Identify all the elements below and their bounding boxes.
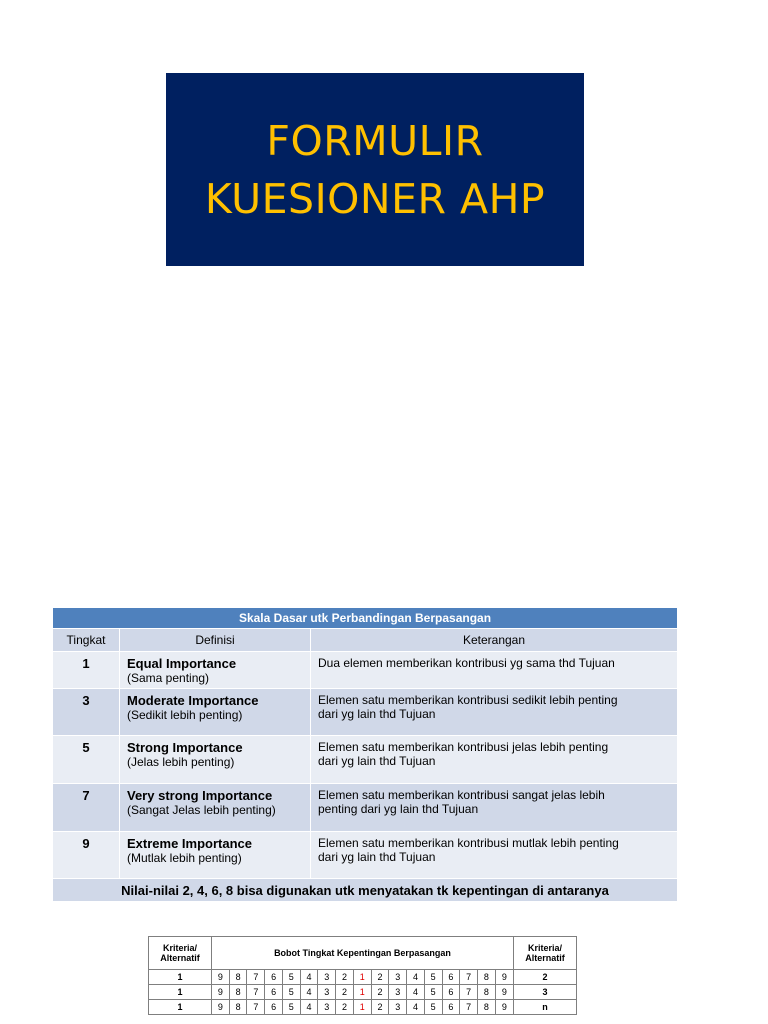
weight-cell[interactable]: 5: [424, 970, 442, 985]
weight-cell[interactable]: 8: [229, 1000, 247, 1015]
scale-definition: [120, 736, 311, 784]
ahp-scale-table: [52, 607, 678, 902]
weight-cell[interactable]: 8: [229, 970, 247, 985]
scale-row: [53, 832, 678, 879]
scale-term: Equal Importance: [127, 656, 237, 671]
pairwise-weight-table: [148, 936, 577, 1015]
right-criteria: n: [514, 1000, 577, 1015]
scale-desc-line: dari yg lain thd Tujuan: [318, 754, 436, 768]
weight-cell[interactable]: 6: [442, 970, 460, 985]
scale-term-id: (Sedikit lebih penting): [127, 708, 243, 722]
weight-cell[interactable]: 5: [282, 985, 300, 1000]
scale-description: [311, 832, 678, 879]
weight-cell[interactable]: 6: [265, 970, 283, 985]
col-header-tingkat: Tingkat: [53, 629, 120, 652]
weight-cell[interactable]: 6: [442, 1000, 460, 1015]
weight-cell[interactable]: 9: [212, 1000, 230, 1015]
scale-desc-line: Elemen satu memberikan kontribusi sedikit lebih penting: [318, 693, 618, 707]
weight-cell[interactable]: 7: [247, 1000, 265, 1015]
weight-cell[interactable]: 3: [389, 985, 407, 1000]
weight-cell[interactable]: 9: [212, 985, 230, 1000]
weight-cell[interactable]: 8: [478, 970, 496, 985]
scale-row: [53, 736, 678, 784]
scale-level: 3: [53, 689, 120, 736]
weight-cell[interactable]: 7: [247, 985, 265, 1000]
scale-level: 7: [53, 784, 120, 832]
right-criteria: 3: [514, 985, 577, 1000]
scale-term: Moderate Importance: [127, 693, 259, 708]
scale-desc-line: Elemen satu memberikan kontribusi jelas lebih penting: [318, 740, 609, 754]
weight-cell[interactable]: 2: [371, 1000, 389, 1015]
scale-term-id: (Mutlak lebih penting): [127, 851, 242, 865]
scale-level: 9: [53, 832, 120, 879]
weight-cell[interactable]: 5: [424, 985, 442, 1000]
header-line: Kriteria/: [162, 943, 197, 953]
weight-cell[interactable]: 4: [407, 970, 425, 985]
scale-desc-line: dari yg lain thd Tujuan: [318, 707, 436, 721]
weight-cell[interactable]: 2: [336, 985, 354, 1000]
table-row: [149, 970, 577, 985]
weight-header: Bobot Tingkat Kepentingan Berpasangan: [212, 937, 514, 970]
weight-cell[interactable]: 3: [389, 970, 407, 985]
weight-cell[interactable]: 5: [282, 970, 300, 985]
scale-definition: [120, 689, 311, 736]
scale-definition: [120, 652, 311, 689]
weight-cell[interactable]: 5: [424, 1000, 442, 1015]
weight-cell[interactable]: 4: [407, 1000, 425, 1015]
scale-definition: [120, 784, 311, 832]
title-line-1: FORMULIR: [266, 116, 484, 165]
weight-cell[interactable]: 4: [300, 985, 318, 1000]
weight-cell[interactable]: 9: [495, 970, 513, 985]
weight-cell[interactable]: 7: [460, 985, 478, 1000]
weight-cell[interactable]: 7: [247, 970, 265, 985]
title-line-2: KUESIONER AHP: [204, 174, 546, 223]
scale-level: 1: [53, 652, 120, 689]
weight-cell[interactable]: 9: [495, 985, 513, 1000]
weight-cell[interactable]: 2: [336, 970, 354, 985]
weight-cell[interactable]: 8: [229, 985, 247, 1000]
weight-cell-equal[interactable]: 1: [353, 1000, 371, 1015]
scale-desc-line: penting dari yg lain thd Tujuan: [318, 802, 479, 816]
weight-cell-equal[interactable]: 1: [353, 985, 371, 1000]
weight-cell[interactable]: 9: [212, 970, 230, 985]
scale-term: Extreme Importance: [127, 836, 252, 851]
scale-description: [311, 652, 678, 689]
weight-cell[interactable]: 2: [336, 1000, 354, 1015]
left-criteria: 1: [149, 970, 212, 985]
header-line: Kriteria/: [527, 943, 562, 953]
scale-definition: [120, 832, 311, 879]
scale-table-footer: Nilai-nilai 2, 4, 6, 8 bisa digunakan utk menyatakan tk kepentingan di antaranya: [53, 879, 678, 902]
scale-term-id: (Sangat Jelas lebih penting): [127, 803, 276, 817]
weight-cell[interactable]: 3: [318, 985, 336, 1000]
scale-desc-line: Elemen satu memberikan kontribusi sangat jelas lebih: [318, 788, 605, 802]
left-criteria-header: [149, 937, 212, 970]
weight-cell[interactable]: 4: [300, 970, 318, 985]
header-line: Alternatif: [160, 953, 200, 963]
left-criteria: 1: [149, 985, 212, 1000]
col-header-keterangan: Keterangan: [311, 629, 678, 652]
title-banner: [166, 73, 584, 266]
weight-cell[interactable]: 5: [282, 1000, 300, 1015]
scale-term: Strong Importance: [127, 740, 243, 755]
scale-level: 5: [53, 736, 120, 784]
left-criteria: 1: [149, 1000, 212, 1015]
weight-cell[interactable]: 4: [300, 1000, 318, 1015]
weight-cell[interactable]: 2: [371, 970, 389, 985]
scale-desc-line: dari yg lain thd Tujuan: [318, 850, 436, 864]
weight-cell[interactable]: 6: [265, 1000, 283, 1015]
scale-term-id: (Jelas lebih penting): [127, 755, 235, 769]
weight-cell[interactable]: 2: [371, 985, 389, 1000]
scale-description: [311, 784, 678, 832]
weight-cell[interactable]: 6: [265, 985, 283, 1000]
weight-cell[interactable]: 8: [478, 985, 496, 1000]
weight-cell[interactable]: 6: [442, 985, 460, 1000]
scale-table-caption: Skala Dasar utk Perbandingan Berpasangan: [53, 608, 678, 629]
scale-row: [53, 784, 678, 832]
scale-description: [311, 689, 678, 736]
weight-cell[interactable]: 9: [495, 1000, 513, 1015]
scale-term: Very strong Importance: [127, 788, 273, 803]
weight-cell[interactable]: 3: [389, 1000, 407, 1015]
col-header-definisi: Definisi: [120, 629, 311, 652]
scale-row: [53, 689, 678, 736]
weight-cell[interactable]: 3: [318, 1000, 336, 1015]
table-row: [149, 985, 577, 1000]
right-criteria: 2: [514, 970, 577, 985]
scale-desc-line: Dua elemen memberikan kontribusi yg sama thd Tujuan: [318, 656, 615, 670]
table-row: [149, 1000, 577, 1015]
weight-cell-equal[interactable]: 1: [353, 970, 371, 985]
header-line: Alternatif: [525, 953, 565, 963]
right-criteria-header: [514, 937, 577, 970]
scale-desc-line: Elemen satu memberikan kontribusi mutlak lebih penting: [318, 836, 619, 850]
weight-cell[interactable]: 8: [478, 1000, 496, 1015]
weight-cell[interactable]: 4: [407, 985, 425, 1000]
scale-row: [53, 652, 678, 689]
weight-cell[interactable]: 3: [318, 970, 336, 985]
scale-description: [311, 736, 678, 784]
weight-cell[interactable]: 7: [460, 1000, 478, 1015]
weight-cell[interactable]: 7: [460, 970, 478, 985]
scale-term-id: (Sama penting): [127, 671, 210, 685]
